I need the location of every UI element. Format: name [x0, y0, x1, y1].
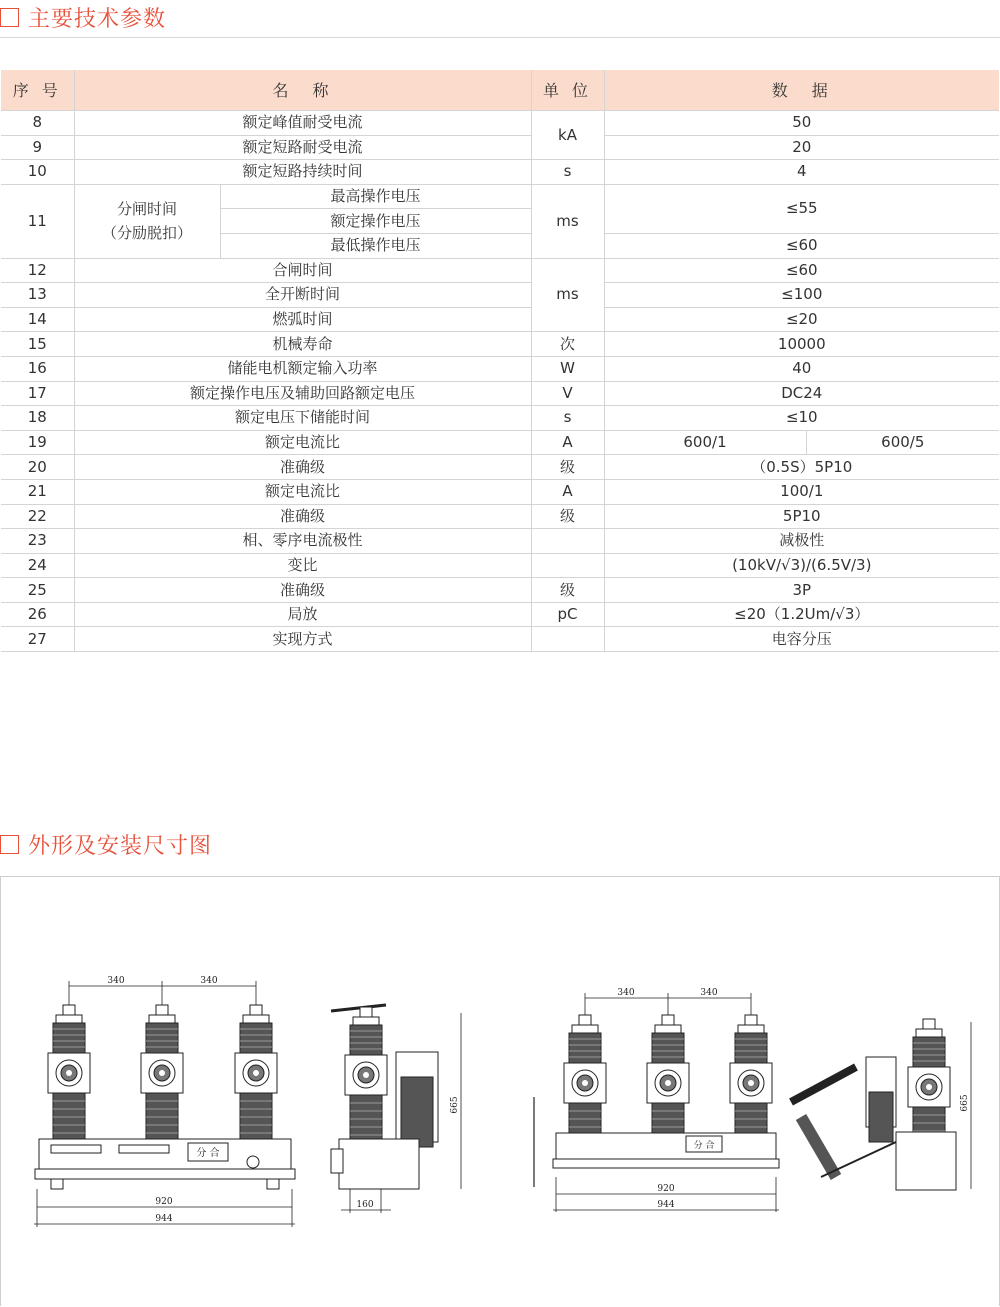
table-row [1, 111, 999, 136]
cell-name: 机械寿命 [74, 332, 531, 357]
table-header-row [1, 70, 999, 111]
cell-no: 18 [1, 406, 74, 431]
cell-name: 额定峰值耐受电流 [74, 111, 531, 136]
cell-no: 21 [1, 479, 74, 504]
table-row [1, 529, 999, 554]
cell-data: 10000 [604, 332, 999, 357]
square-bullet-icon [0, 835, 19, 854]
cell-no: 26 [1, 602, 74, 627]
cell-no: 13 [1, 283, 74, 308]
cell-name: 相、零序电流极性 [74, 529, 531, 554]
cell-unit: 级 [531, 504, 604, 529]
table-row [1, 578, 999, 603]
cell-unit: 级 [531, 578, 604, 603]
left-side-view [331, 1005, 461, 1213]
cell-name: 额定操作电压及辅助回路额定电压 [74, 381, 531, 406]
cell-unit [531, 553, 604, 578]
cell-no: 12 [1, 258, 74, 283]
table-row [1, 627, 999, 652]
square-bullet-icon [0, 8, 19, 27]
table-row [1, 504, 999, 529]
cell-data: 减极性 [604, 529, 999, 554]
cell-unit: 级 [531, 455, 604, 480]
cell-name: 准确级 [74, 504, 531, 529]
cell-data: DC24 [604, 381, 999, 406]
table-row [1, 184, 999, 209]
left-front-view [34, 976, 295, 1227]
group-sublabel: （分励脱扣） [101, 224, 192, 243]
cell-unit: ms [531, 184, 604, 258]
cell-data: 20 [604, 135, 999, 160]
dim-width-outer: 944 [155, 1214, 173, 1224]
cell-no: 20 [1, 455, 74, 480]
cell-unit [531, 627, 604, 652]
cell-name: 额定电流比 [74, 430, 531, 455]
spec-table [1, 70, 999, 652]
cell-no: 8 [1, 111, 74, 136]
section-title-dimensions [0, 829, 212, 860]
cell-no: 27 [1, 627, 74, 652]
table-row [1, 258, 999, 283]
cell-data: ≤60 [604, 258, 999, 283]
cell-name: 额定电压下储能时间 [74, 406, 531, 431]
cell-data: 100/1 [604, 479, 999, 504]
cell-unit [531, 529, 604, 554]
cell-no: 9 [1, 135, 74, 160]
table-row [1, 602, 999, 627]
header-name: 名 称 [74, 70, 531, 111]
cell-no: 25 [1, 578, 74, 603]
dim-width-inner: 920 [657, 1184, 675, 1194]
dim-depth: 160 [356, 1200, 374, 1210]
table-row [1, 283, 999, 308]
cell-name: 准确级 [74, 578, 531, 603]
cell-data: 3P [604, 578, 999, 603]
cell-no: 23 [1, 529, 74, 554]
table-row [1, 406, 999, 431]
table-row [1, 553, 999, 578]
cell-name: 最低操作电压 [220, 233, 531, 258]
cell-unit: ms [531, 258, 604, 332]
cell-no: 16 [1, 356, 74, 381]
divider [0, 37, 1000, 38]
cell-data: （0.5S）5P10 [604, 455, 999, 480]
cell-data: ≤10 [604, 406, 999, 431]
cell-name: 全开断时间 [74, 283, 531, 308]
cell-data-b: 600/5 [806, 430, 999, 455]
cell-data: ≤60 [604, 233, 999, 258]
cell-data: 40 [604, 356, 999, 381]
right-side-view [791, 1019, 971, 1190]
cell-name: 储能电机额定输入功率 [74, 356, 531, 381]
cell-name: 额定电流比 [74, 479, 531, 504]
cell-data: ≤55 [604, 184, 999, 233]
cell-data: 50 [604, 111, 999, 136]
dim-width-inner: 920 [155, 1197, 173, 1207]
cell-name: 燃弧时间 [74, 307, 531, 332]
right-front-view [534, 988, 779, 1212]
cell-name: 实现方式 [74, 627, 531, 652]
cell-data: ≤20（1.2Um/√3） [604, 602, 999, 627]
table-row [1, 307, 999, 332]
cell-unit: kA [531, 111, 604, 160]
dim-height: 665 [450, 1096, 460, 1114]
cell-data: 电容分压 [604, 627, 999, 652]
cell-name: 准确级 [74, 455, 531, 480]
cell-unit: s [531, 406, 604, 431]
cell-no: 14 [1, 307, 74, 332]
cell-unit: pC [531, 602, 604, 627]
cell-unit: 次 [531, 332, 604, 357]
dim-spacing-a: 340 [107, 976, 125, 986]
table-row [1, 160, 999, 185]
dim-spacing-b: 340 [200, 976, 218, 986]
cell-group [74, 184, 220, 258]
cell-no: 10 [1, 160, 74, 185]
cell-name: 合闸时间 [74, 258, 531, 283]
cell-data: 5P10 [604, 504, 999, 529]
dim-spacing-a: 340 [617, 988, 635, 998]
cell-name: 额定短路耐受电流 [74, 135, 531, 160]
table-row [1, 356, 999, 381]
table-row [1, 381, 999, 406]
section-title-text: 外形及安装尺寸图 [28, 834, 213, 859]
header-no: 序 号 [1, 70, 74, 111]
cell-name: 最高操作电压 [220, 184, 531, 209]
cell-data: ≤100 [604, 283, 999, 308]
table-row [1, 430, 999, 455]
panel-label: 分 合 [196, 1148, 220, 1159]
cell-unit: W [531, 356, 604, 381]
cell-no: 19 [1, 430, 74, 455]
cell-data: ≤20 [604, 307, 999, 332]
table-row [1, 135, 999, 160]
cell-data: 4 [604, 160, 999, 185]
cell-data: (10kV/√3)/(6.5V/3) [604, 553, 999, 578]
cell-name: 额定操作电压 [220, 209, 531, 234]
cell-no: 11 [1, 184, 74, 258]
cell-no: 22 [1, 504, 74, 529]
cell-name: 额定短路持续时间 [74, 160, 531, 185]
cell-no: 24 [1, 553, 74, 578]
header-unit: 单 位 [531, 70, 604, 111]
cell-no: 15 [1, 332, 74, 357]
table-row [1, 479, 999, 504]
dim-spacing-b: 340 [700, 988, 718, 998]
dim-height: 665 [960, 1094, 970, 1112]
drawing-frame [0, 876, 1000, 1306]
cell-data-a: 600/1 [604, 430, 806, 455]
header-data: 数 据 [604, 70, 999, 111]
section-title-specs [0, 2, 166, 33]
cell-unit: s [531, 160, 604, 185]
panel-label: 分 合 [693, 1141, 715, 1151]
table-row [1, 332, 999, 357]
cell-no: 17 [1, 381, 74, 406]
cell-unit: A [531, 430, 604, 455]
cell-name: 变比 [74, 553, 531, 578]
dim-width-outer: 944 [657, 1200, 675, 1210]
cell-unit: V [531, 381, 604, 406]
dimension-drawing [1, 877, 1000, 1307]
table-row [1, 455, 999, 480]
cell-unit: A [531, 479, 604, 504]
group-label: 分闸时间 [116, 200, 177, 219]
section-title-text: 主要技术参数 [28, 7, 167, 32]
cell-name: 局放 [74, 602, 531, 627]
